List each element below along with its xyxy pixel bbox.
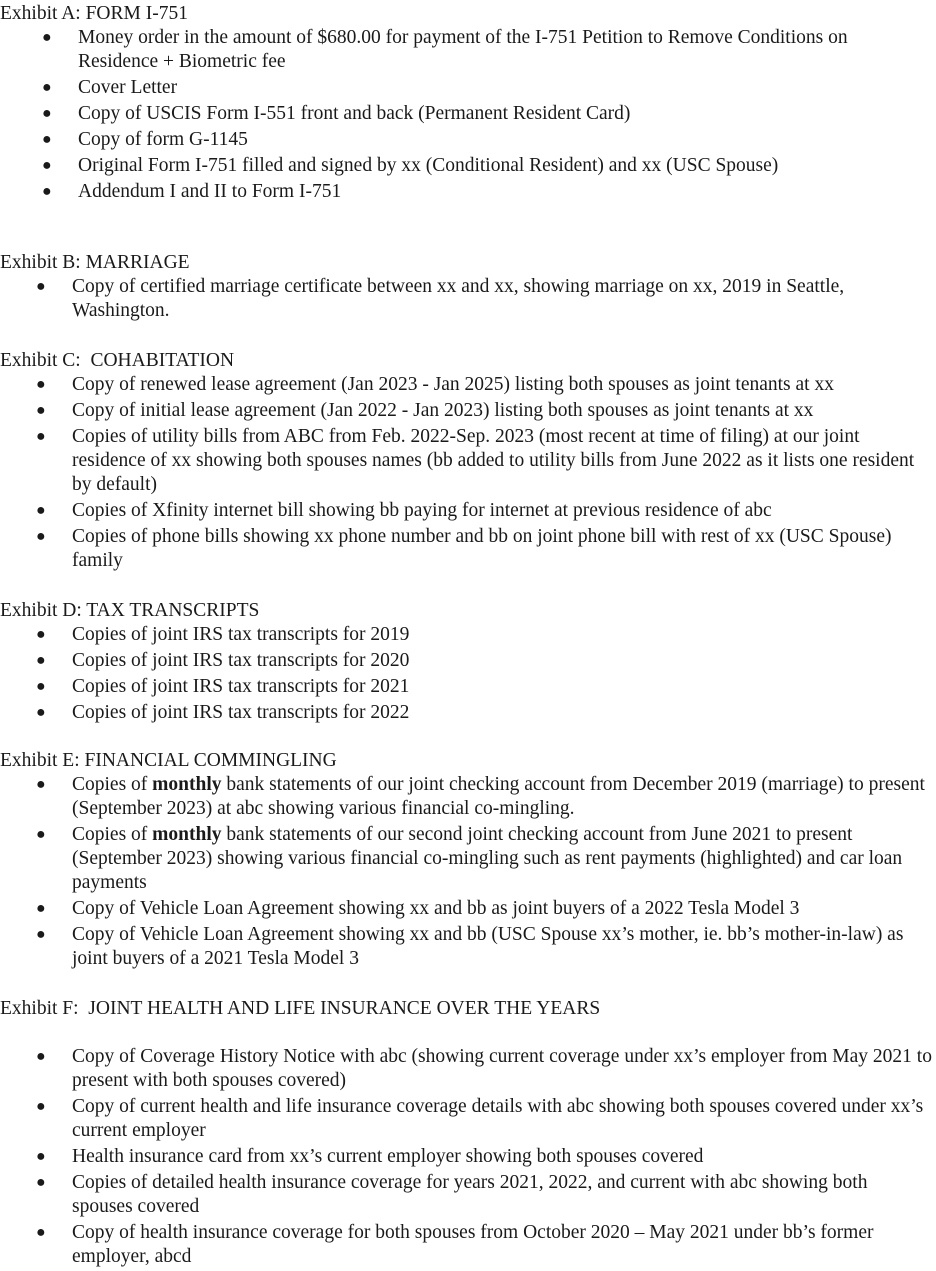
list-item-text: Copy of initial lease agreement (Jan 2022 - Jan 2023) listing both spouses as joint tenants at xx [72,400,814,421]
bullet-icon: ● [36,1174,46,1191]
bullet-icon: ● [36,1148,46,1165]
list-item-text: Copies of joint IRS tax transcripts for 2020 [72,650,410,671]
list-item-text: Copy of Coverage History Notice with abc (showing current coverage under xx’s employer from May 2021 to present with both spouses covered) [72,1046,932,1091]
list-item-text: Copy of USCIS Form I-551 front and back (Permanent Resident Card) [78,103,631,124]
bullet-icon: ● [36,900,46,917]
list-item [0,1221,936,1269]
list-item [0,649,936,673]
bullet-icon: ● [36,926,46,943]
list-item-text: Copy of Vehicle Loan Agreement showing xx and bb (USC Spouse xx’s mother, ie. bb’s mother-in-law) as joint buyers of a 2021 Tesla Model 3 [72,924,904,969]
list-item-text-bold: monthly [152,774,222,795]
list-item-text: Copies of utility bills from ABC from Feb. 2022-Sep. 2023 (most recent at time of filing) at our joint residence of xx showing both spouses names (bb added to utility bills from June 2022 as it lists one resident by default) [72,426,915,495]
list-item-text-post: bank statements of our joint checking account from December 2019 (marriage) to present (September 2023) at abc showing various financial co-mingling. [72,774,925,819]
exhibit-d-list [0,623,936,725]
bullet-icon: ● [36,402,46,419]
bullet-icon: ● [36,678,46,695]
list-item [0,701,936,725]
exhibit-a-heading: Exhibit A: FORM I-751 [0,3,188,24]
list-item-text: Copies of joint IRS tax transcripts for 2019 [72,624,410,645]
list-item-text: Copies of joint IRS tax transcripts for 2021 [72,676,410,697]
list-item [0,623,936,647]
list-item-text-pre: Copies of [72,774,153,795]
list-item [0,525,936,573]
exhibit-f-heading: Exhibit F: JOINT HEALTH AND LIFE INSURANCE OVER THE YEARS [0,998,601,1019]
bullet-icon: ● [36,376,46,393]
bullet-icon: ● [36,278,46,295]
exhibit-a-list [0,26,936,204]
bullet-icon: ● [36,1224,46,1241]
list-item [0,823,936,895]
bullet-icon: ● [42,79,52,96]
list-item [0,154,936,178]
bullet-icon: ● [36,1098,46,1115]
list-item [0,675,936,699]
exhibit-e-heading: Exhibit E: FINANCIAL COMMINGLING [0,750,337,771]
exhibit-f-list [0,1045,936,1269]
bullet-icon: ● [36,502,46,519]
list-item-text: Money order in the amount of $680.00 for payment of the I-751 Petition to Remove Conditions on Residence + Biometric fee [78,27,848,72]
bullet-icon: ● [42,131,52,148]
exhibit-b-list [0,275,936,323]
exhibit-b-section [0,251,936,325]
list-item [0,499,936,523]
list-item [0,180,936,204]
list-item [0,102,936,126]
list-item-text: Cover Letter [78,77,178,98]
list-item-text: Copies of detailed health insurance coverage for years 2021, 2022, and current with abc showing both spouses covered [72,1172,868,1217]
bullet-icon: ● [36,652,46,669]
exhibit-c-heading: Exhibit C: COHABITATION [0,350,235,371]
list-item [0,275,936,323]
exhibit-d-heading: Exhibit D: TAX TRANSCRIPTS [0,600,260,621]
bullet-icon: ● [42,183,52,200]
list-item [0,923,936,971]
list-item [0,1145,936,1169]
list-item-text: Copy of renewed lease agreement (Jan 2023 - Jan 2025) listing both spouses as joint tenants at xx [72,374,834,395]
list-item [0,773,936,821]
list-item [0,1045,936,1093]
bullet-icon: ● [42,105,52,122]
exhibit-d-section [0,599,936,727]
list-item-text-post: bank statements of our second joint checking account from June 2021 to present (September 2023) showing various financial co-mingling such as rent payments (highlighted) and car loan payments [72,824,903,893]
exhibit-e-section [0,749,936,973]
list-item-text: Copies of phone bills showing xx phone number and bb on joint phone bill with rest of xx (USC Spouse) family [72,526,892,571]
list-item-text-bold: monthly [152,824,222,845]
exhibit-b-heading: Exhibit B: MARRIAGE [0,252,190,273]
bullet-icon: ● [36,626,46,643]
list-item-text-pre: Copies of [72,824,153,845]
bullet-icon: ● [36,704,46,721]
list-item-text: Copy of form G-1145 [78,129,248,150]
list-item [0,425,936,497]
list-item-text: Copies of Xfinity internet bill showing bb paying for internet at previous residence of abc [72,500,772,521]
exhibit-a-section [0,2,936,206]
list-item [0,373,936,397]
list-item [0,76,936,100]
list-item-text: Copy of current health and life insurance coverage details with abc showing both spouses covered under xx’s current employer [72,1096,924,1141]
list-item [0,1095,936,1143]
bullet-icon: ● [36,776,46,793]
list-item [0,897,936,921]
list-item-text: Health insurance card from xx’s current employer showing both spouses covered [72,1146,704,1167]
list-item [0,128,936,152]
bullet-icon: ● [36,826,46,843]
list-item-text: Copies of joint IRS tax transcripts for 2022 [72,702,410,723]
exhibit-f-section [0,997,936,1271]
exhibit-e-list [0,773,936,971]
list-item-text: Copy of health insurance coverage for both spouses from October 2020 – May 2021 under bb’s former employer, abcd [72,1222,874,1267]
bullet-icon: ● [36,528,46,545]
list-item [0,399,936,423]
exhibit-c-list [0,373,936,573]
list-item-text: Copy of certified marriage certificate between xx and xx, showing marriage on xx, 2019 in Seattle, Washington. [72,276,845,321]
list-item-text: Addendum I and II to Form I-751 [78,181,342,202]
bullet-icon: ● [36,428,46,445]
list-item [0,26,936,74]
bullet-icon: ● [42,157,52,174]
exhibit-c-section [0,349,936,575]
bullet-icon: ● [36,1048,46,1065]
bullet-icon: ● [42,29,52,46]
list-item-text: Copy of Vehicle Loan Agreement showing xx and bb as joint buyers of a 2022 Tesla Model 3 [72,898,800,919]
list-item-text: Original Form I-751 filled and signed by xx (Conditional Resident) and xx (USC Spouse) [78,155,779,176]
list-item [0,1171,936,1219]
